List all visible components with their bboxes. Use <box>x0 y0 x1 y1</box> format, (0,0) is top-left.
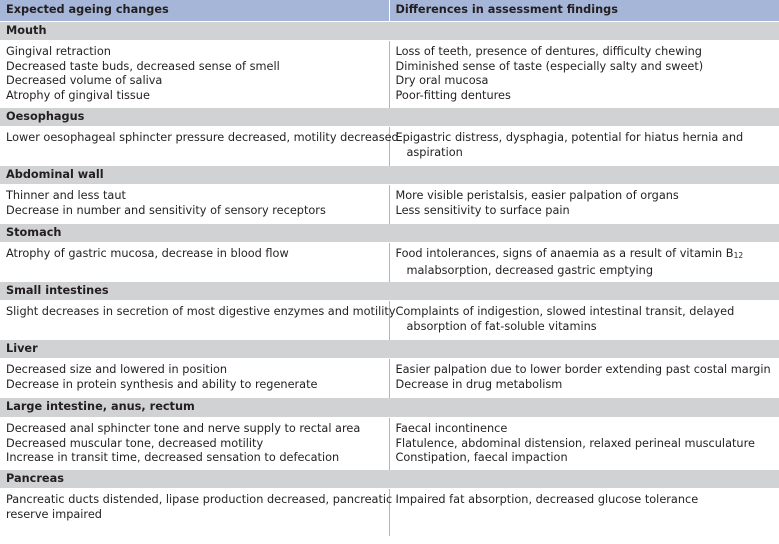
change-line: Atrophy of gingival tissue <box>6 88 150 102</box>
finding-line <box>396 305 774 320</box>
section-title: Mouth <box>0 22 779 41</box>
finding-text: More visible peristalsis, easier palpation of organs <box>395 189 679 202</box>
change-line: reserve impaired <box>6 507 102 521</box>
change-line: Decrease in protein synthesis and ability to regenerate <box>6 377 318 391</box>
section-row-pancreas <box>0 470 779 489</box>
finding-line <box>396 437 774 452</box>
expected-changes-cell <box>0 41 389 108</box>
finding-text: Poor-fitting dentures <box>395 88 511 102</box>
column-header-assessment-findings: Differences in assessment findings <box>389 0 779 22</box>
assessment-findings-cell <box>389 243 779 282</box>
finding-text: Easier palpation due to lower border extending past costal margin <box>395 363 771 377</box>
table-row <box>0 185 779 224</box>
expected-changes-cell <box>0 185 389 224</box>
change-line: Decreased size and lowered in position <box>6 363 228 377</box>
finding-line <box>396 74 774 89</box>
table-row <box>0 243 779 282</box>
section-title: Abdominal wall <box>0 166 779 185</box>
expected-changes-cell <box>0 359 389 398</box>
finding-line <box>396 131 774 146</box>
section-row-large-intestine-anus-rectum <box>0 398 779 418</box>
change-line: Decreased anal sphincter tone and nerve supply to rectal area <box>6 422 361 436</box>
expected-changes-cell <box>0 127 399 166</box>
assessment-findings-cell <box>389 127 779 166</box>
expected-changes-cell <box>0 301 396 340</box>
expected-changes-cell <box>0 418 389 470</box>
table-header-row <box>0 0 779 22</box>
finding-line <box>396 320 774 335</box>
section-title: Large intestine, anus, rectum <box>0 398 779 418</box>
finding-text: Constipation, faecal impaction <box>395 451 568 465</box>
assessment-findings-cell <box>389 359 779 398</box>
table-row <box>0 127 779 166</box>
finding-line <box>396 247 774 264</box>
finding-text: Complaints of indigestion, slowed intestinal transit, delayed <box>395 305 735 319</box>
finding-line <box>396 189 774 204</box>
finding-line <box>396 422 774 437</box>
change-line: Decreased taste buds, decreased sense of smell <box>6 59 280 73</box>
finding-line <box>396 204 774 219</box>
change-line: Increase in transit time, decreased sensation to defecation <box>6 451 340 465</box>
table-row <box>0 489 779 537</box>
assessment-findings-cell <box>389 185 779 224</box>
change-line: Lower oesophageal sphincter pressure decreased, motility decreased <box>6 131 399 144</box>
finding-subscript: 12 <box>733 251 744 260</box>
table-row <box>0 41 779 108</box>
section-row-stomach <box>0 224 779 243</box>
finding-text: absorption of fat-soluble vitamins <box>406 319 597 333</box>
section-title: Pancreas <box>0 470 779 489</box>
finding-text: Impaired fat absorption, decreased glucose tolerance <box>395 493 699 507</box>
finding-line <box>396 45 774 60</box>
finding-line <box>396 363 774 378</box>
section-row-small-intestines <box>0 282 779 301</box>
finding-text: Food intolerances, signs of anaemia as a result of vitamin B <box>395 247 734 260</box>
finding-text: Epigastric distress, dysphagia, potential for hiatus hernia and <box>395 131 744 144</box>
finding-text: malabsorption, decreased gastric emptying <box>406 263 653 277</box>
finding-text: aspiration <box>406 145 463 159</box>
change-line: Decreased muscular tone, decreased motility <box>6 436 264 450</box>
finding-line <box>396 493 774 508</box>
finding-line <box>396 451 774 466</box>
column-header-expected-changes: Expected ageing changes <box>0 0 389 22</box>
expected-changes-cell <box>0 489 393 537</box>
assessment-findings-cell <box>389 489 779 537</box>
table-row <box>0 301 779 340</box>
section-row-mouth <box>0 22 779 41</box>
expected-changes-cell <box>0 243 389 282</box>
assessment-findings-cell <box>389 418 779 470</box>
table-row <box>0 359 779 398</box>
section-title: Liver <box>0 340 779 359</box>
change-line: Thinner and less taut <box>6 189 126 202</box>
finding-text: Decrease in drug metabolism <box>395 377 563 391</box>
change-line: Gingival retraction <box>6 45 111 58</box>
finding-text: Flatulence, abdominal distension, relaxed perineal musculature <box>395 436 755 450</box>
change-line: Slight decreases in secretion of most digestive enzymes and motility <box>6 305 396 319</box>
finding-line <box>396 378 774 393</box>
change-line: Decrease in number and sensitivity of sensory receptors <box>6 203 326 217</box>
finding-line <box>396 264 774 279</box>
finding-line <box>396 146 774 161</box>
section-title: Oesophagus <box>0 108 779 127</box>
assessment-findings-cell <box>389 41 779 108</box>
finding-text: Faecal incontinence <box>395 422 508 436</box>
finding-text: Dry oral mucosa <box>395 74 489 88</box>
change-line: Pancreatic ducts distended, lipase production decreased, pancreatic <box>6 493 393 507</box>
table-row <box>0 418 779 470</box>
section-title: Stomach <box>0 224 779 243</box>
finding-text: Diminished sense of taste (especially salty and sweet) <box>395 59 704 73</box>
finding-line <box>396 60 774 75</box>
section-row-abdominal-wall <box>0 166 779 185</box>
change-line: Atrophy of gastric mucosa, decrease in blood flow <box>6 247 289 260</box>
section-row-liver <box>0 340 779 359</box>
finding-text: Less sensitivity to surface pain <box>395 203 570 217</box>
section-title: Small intestines <box>0 282 779 301</box>
assessment-findings-cell <box>389 301 779 340</box>
finding-text: Loss of teeth, presence of dentures, difficulty chewing <box>395 45 702 58</box>
finding-line <box>396 89 774 104</box>
change-line: Decreased volume of saliva <box>6 74 163 88</box>
section-row-oesophagus <box>0 108 779 127</box>
